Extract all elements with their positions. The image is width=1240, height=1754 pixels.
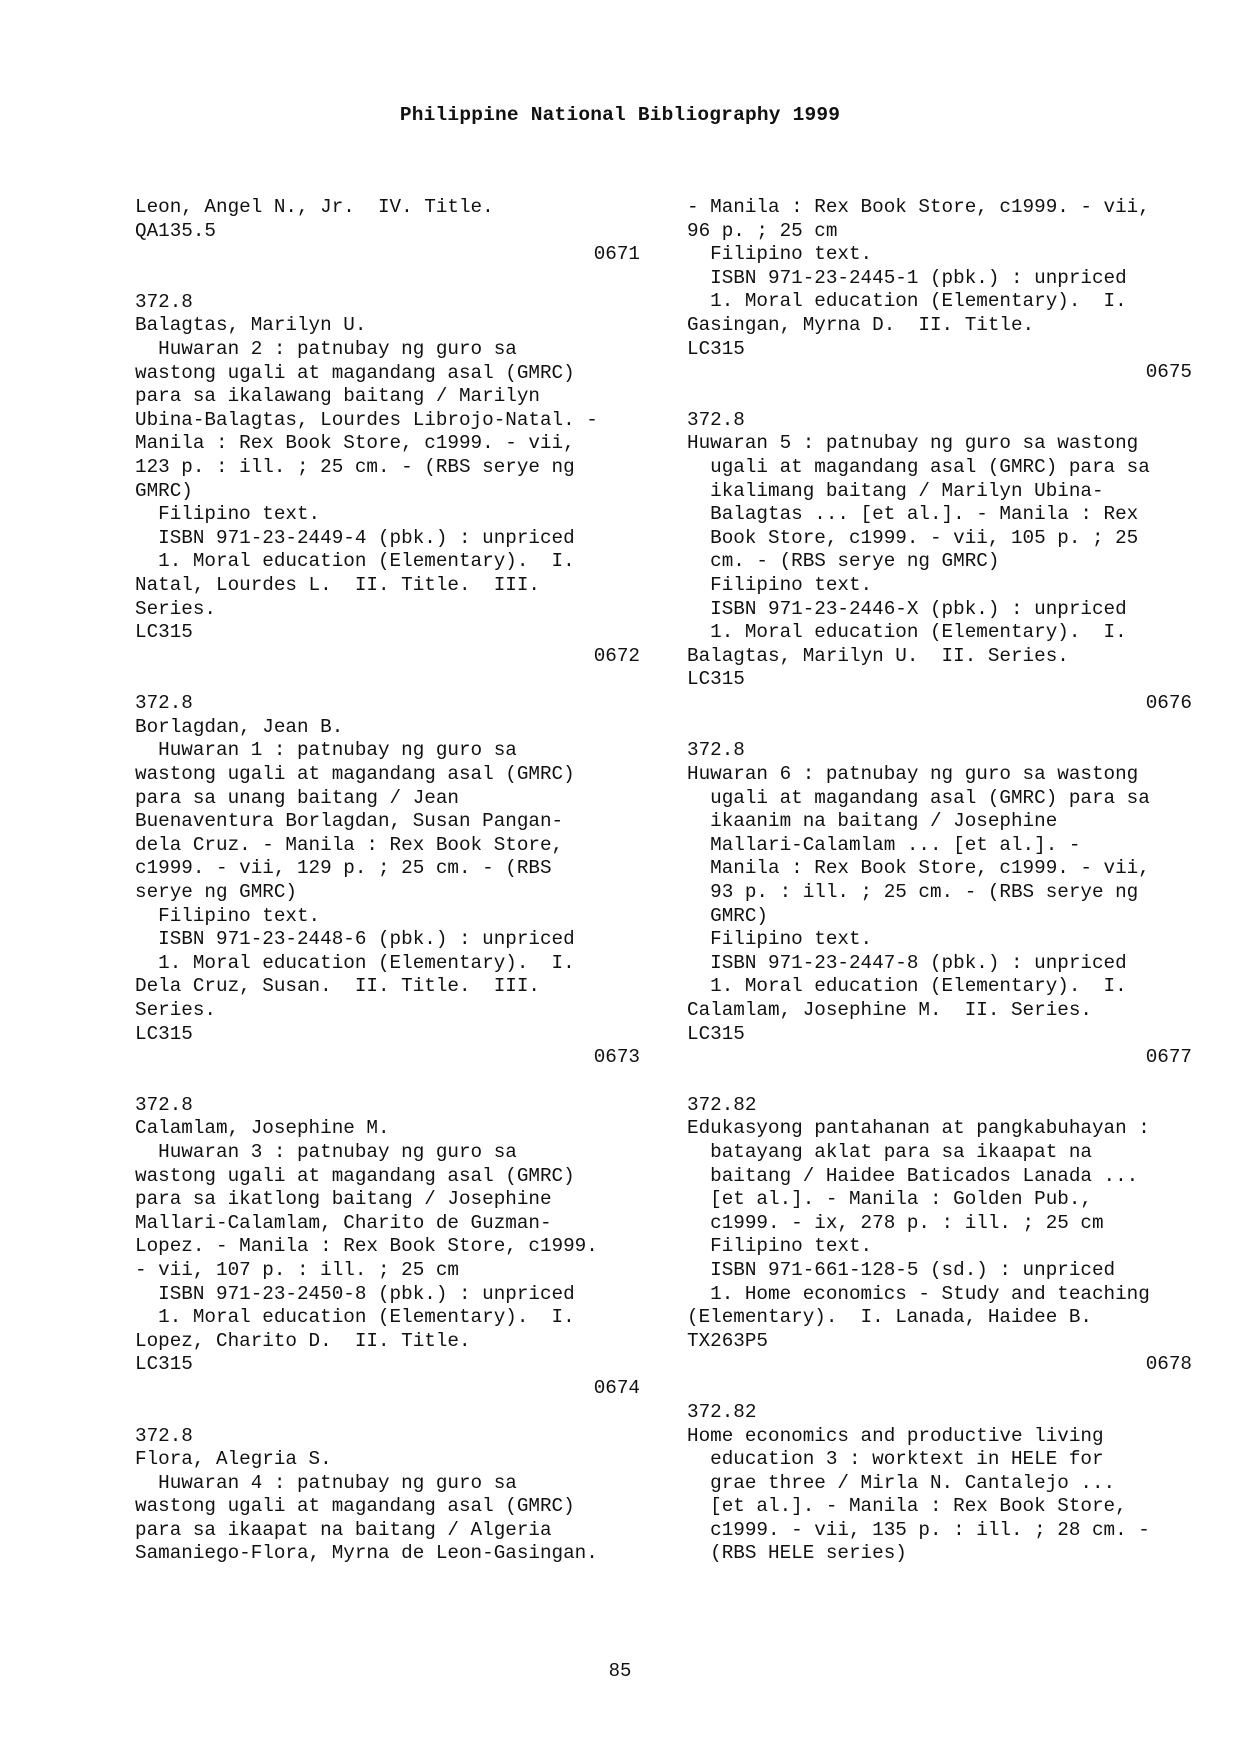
entry-line: 372.8: [135, 1093, 193, 1116]
entry-line: 372.82: [687, 1400, 757, 1423]
entry-line: Mallari-Calamlam ... [et al.]. -: [687, 833, 1081, 856]
entry-line: ISBN 971-23-2448-6 (pbk.) : unpriced: [135, 928, 575, 951]
entry-line: Manila : Rex Book Store, c1999. - vii,: [135, 432, 575, 455]
entry-number: 0671: [593, 243, 640, 266]
entry-line: Balagtas, Marilyn U.: [135, 314, 367, 337]
entry-line: (Elementary). I. Lanada, Haidee B.: [687, 1306, 1092, 1329]
entry-line: ISBN 971-23-2446-X (pbk.) : unpriced: [687, 597, 1127, 620]
entry-line: Huwaran 5 : patnubay ng guro sa wastong: [687, 432, 1139, 455]
entry-line: LC315: [135, 1022, 193, 1045]
entry-line: 93 p. : ill. ; 25 cm. - (RBS serye ng: [687, 881, 1139, 904]
bibliography-entry: [687, 739, 1192, 1069]
entry-line: education 3 : worktext in HELE for: [687, 1448, 1104, 1471]
entry-line: ikaanim na baitang / Josephine: [687, 810, 1058, 833]
entry-line: 372.82: [687, 1093, 757, 1116]
entry-line: Huwaran 3 : patnubay ng guro sa: [135, 1140, 517, 1163]
entry-line: Lopez. - Manila : Rex Book Store, c1999.: [135, 1235, 598, 1258]
entry-line: Book Store, c1999. - vii, 105 p. ; 25: [687, 526, 1139, 549]
entry-line: GMRC): [687, 904, 768, 927]
entry-line: 96 p. ; 25 cm: [687, 219, 838, 242]
entry-line: 1. Moral education (Elementary). I.: [687, 290, 1127, 313]
entry-line: Edukasyong pantahanan at pangkabuhayan :: [687, 1117, 1150, 1140]
entry-line: ISBN 971-23-2445-1 (pbk.) : unpriced: [687, 266, 1127, 289]
entry-line: wastong ugali at magandang asal (GMRC): [135, 1164, 575, 1187]
entry-line: Balagtas ... [et al.]. - Manila : Rex: [687, 503, 1139, 526]
bibliography-entry: [135, 196, 640, 267]
entry-line: Filipino text.: [687, 573, 873, 596]
entry-line: Series.: [135, 597, 216, 620]
entry-line: Home economics and productive living: [687, 1424, 1104, 1447]
entry-line: Calamlam, Josephine M. II. Series.: [687, 999, 1092, 1021]
entry-line: LC315: [135, 621, 193, 644]
entry-line: LC315: [135, 1353, 193, 1376]
entry-line: Ubina-Balagtas, Lourdes Librojo-Natal. -: [135, 408, 598, 431]
entry-line: 372.8: [135, 290, 193, 313]
bibliography-entry: [135, 291, 640, 669]
bibliography-entry: [687, 409, 1192, 716]
entry-line: Buenaventura Borlagdan, Susan Pangan-: [135, 810, 564, 833]
entry-line: LC315: [687, 1022, 745, 1045]
entry-line: LC315: [687, 668, 745, 691]
entry-line: [et al.]. - Manila : Golden Pub.,: [687, 1188, 1092, 1211]
entry-line: wastong ugali at magandang asal (GMRC): [135, 763, 575, 786]
entry-line: 1. Moral education (Elementary). I.: [687, 975, 1127, 998]
entry-line: Mallari-Calamlam, Charito de Guzman-: [135, 1211, 552, 1234]
entry-line: 1. Moral education (Elementary). I.: [135, 1306, 575, 1329]
entry-line: (RBS HELE series): [687, 1542, 907, 1565]
entry-line: grae three / Mirla N. Cantalejo ...: [687, 1471, 1116, 1494]
entry-line: c1999. - vii, 135 p. : ill. ; 28 cm. -: [687, 1518, 1150, 1541]
entry-line: ISBN 971-23-2449-4 (pbk.) : unpriced: [135, 526, 575, 549]
entry-line: para sa ikatlong baitang / Josephine: [135, 1188, 552, 1211]
entry-line: Filipino text.: [687, 928, 873, 951]
entry-line: Manila : Rex Book Store, c1999. - vii,: [687, 857, 1150, 880]
entry-line: Huwaran 4 : patnubay ng guro sa: [135, 1471, 517, 1494]
bibliography-entry: [135, 1094, 640, 1401]
entry-line: 1. Home economics - Study and teaching: [687, 1282, 1150, 1305]
entry-line: - Manila : Rex Book Store, c1999. - vii,: [687, 196, 1150, 218]
entry-line: c1999. - ix, 278 p. : ill. ; 25 cm: [687, 1211, 1104, 1234]
entry-line: LC315: [687, 337, 745, 360]
entry-line: serye ng GMRC): [135, 881, 297, 904]
entry-number: 0674: [593, 1376, 640, 1399]
entry-line: 372.8: [135, 1424, 193, 1447]
entry-line: Filipino text.: [687, 243, 873, 266]
entry-number: 0673: [593, 1046, 640, 1069]
bibliography-entry: [687, 1094, 1192, 1377]
entry-line: Leon, Angel N., Jr. IV. Title.: [135, 196, 494, 218]
entry-line: baitang / Haidee Baticados Lanada ...: [687, 1164, 1139, 1187]
bibliography-entry: [687, 196, 1192, 385]
entry-line: Borlagdan, Jean B.: [135, 715, 344, 738]
entry-line: Samaniego-Flora, Myrna de Leon-Gasingan.: [135, 1542, 598, 1565]
entry-line: ISBN 971-661-128-5 (sd.) : unpriced: [687, 1258, 1116, 1281]
entry-line: para sa unang baitang / Jean: [135, 786, 459, 809]
entry-line: wastong ugali at magandang asal (GMRC): [135, 361, 575, 384]
left-column: [135, 196, 640, 1590]
entry-line: Flora, Alegria S.: [135, 1448, 332, 1471]
entry-line: Huwaran 2 : patnubay ng guro sa: [135, 337, 517, 360]
entry-line: 372.8: [687, 408, 745, 431]
entry-line: Series.: [135, 999, 216, 1021]
entry-line: GMRC): [135, 479, 193, 502]
entry-line: Filipino text.: [687, 1235, 873, 1258]
entry-line: 372.8: [135, 692, 193, 715]
entry-number: 0678: [1145, 1353, 1192, 1376]
entry-line: Dela Cruz, Susan. II. Title. III.: [135, 975, 540, 998]
entry-line: [et al.]. - Manila : Rex Book Store,: [687, 1495, 1127, 1518]
entry-line: Calamlam, Josephine M.: [135, 1117, 390, 1140]
page-title: Philippine National Bibliography 1999: [399, 104, 841, 126]
entry-number: 0677: [1145, 1046, 1192, 1069]
entry-line: - vii, 107 p. : ill. ; 25 cm: [135, 1258, 459, 1281]
entry-line: ugali at magandang asal (GMRC) para sa: [687, 786, 1150, 809]
entry-line: Gasingan, Myrna D. II. Title.: [687, 313, 1035, 336]
entry-line: Natal, Lourdes L. II. Title. III.: [135, 573, 540, 596]
entry-line: batayang aklat para sa ikaapat na: [687, 1140, 1092, 1163]
entry-line: ISBN 971-23-2450-8 (pbk.) : unpriced: [135, 1282, 575, 1305]
entry-line: ikalimang baitang / Marilyn Ubina-: [687, 479, 1104, 502]
entry-line: para sa ikalawang baitang / Marilyn: [135, 385, 540, 408]
entry-line: 1. Moral education (Elementary). I.: [135, 550, 575, 573]
entry-line: QA135.5: [135, 219, 216, 242]
entry-line: Huwaran 1 : patnubay ng guro sa: [135, 739, 517, 762]
entry-line: dela Cruz. - Manila : Rex Book Store,: [135, 833, 564, 856]
entry-line: Lopez, Charito D. II. Title.: [135, 1329, 471, 1352]
entry-line: ISBN 971-23-2447-8 (pbk.) : unpriced: [687, 951, 1127, 974]
entry-line: cm. - (RBS serye ng GMRC): [687, 550, 1000, 573]
entry-line: ugali at magandang asal (GMRC) para sa: [687, 455, 1150, 478]
entry-line: TX263P5: [687, 1329, 768, 1352]
bibliography-entry: [687, 1401, 1192, 1566]
entry-line: 1. Moral education (Elementary). I.: [687, 621, 1127, 644]
entry-number: 0676: [1145, 691, 1192, 714]
entry-line: Filipino text.: [135, 904, 321, 927]
entry-line: Filipino text.: [135, 503, 321, 526]
entry-line: wastong ugali at magandang asal (GMRC): [135, 1495, 575, 1518]
bibliography-entry: [135, 692, 640, 1070]
right-column: [687, 196, 1192, 1590]
entry-line: Balagtas, Marilyn U. II. Series.: [687, 644, 1069, 667]
entry-line: 123 p. : ill. ; 25 cm. - (RBS serye ng: [135, 455, 575, 478]
entry-line: Huwaran 6 : patnubay ng guro sa wastong: [687, 763, 1139, 786]
entry-line: 372.8: [687, 739, 745, 762]
entry-number: 0672: [593, 644, 640, 667]
entry-line: 1. Moral education (Elementary). I.: [135, 951, 575, 974]
entry-line: c1999. - vii, 129 p. ; 25 cm. - (RBS: [135, 857, 552, 880]
page-number: 85: [608, 1660, 632, 1682]
bibliography-entry: [135, 1425, 640, 1567]
entry-line: para sa ikaapat na baitang / Algeria: [135, 1518, 552, 1541]
entry-number: 0675: [1145, 361, 1192, 384]
